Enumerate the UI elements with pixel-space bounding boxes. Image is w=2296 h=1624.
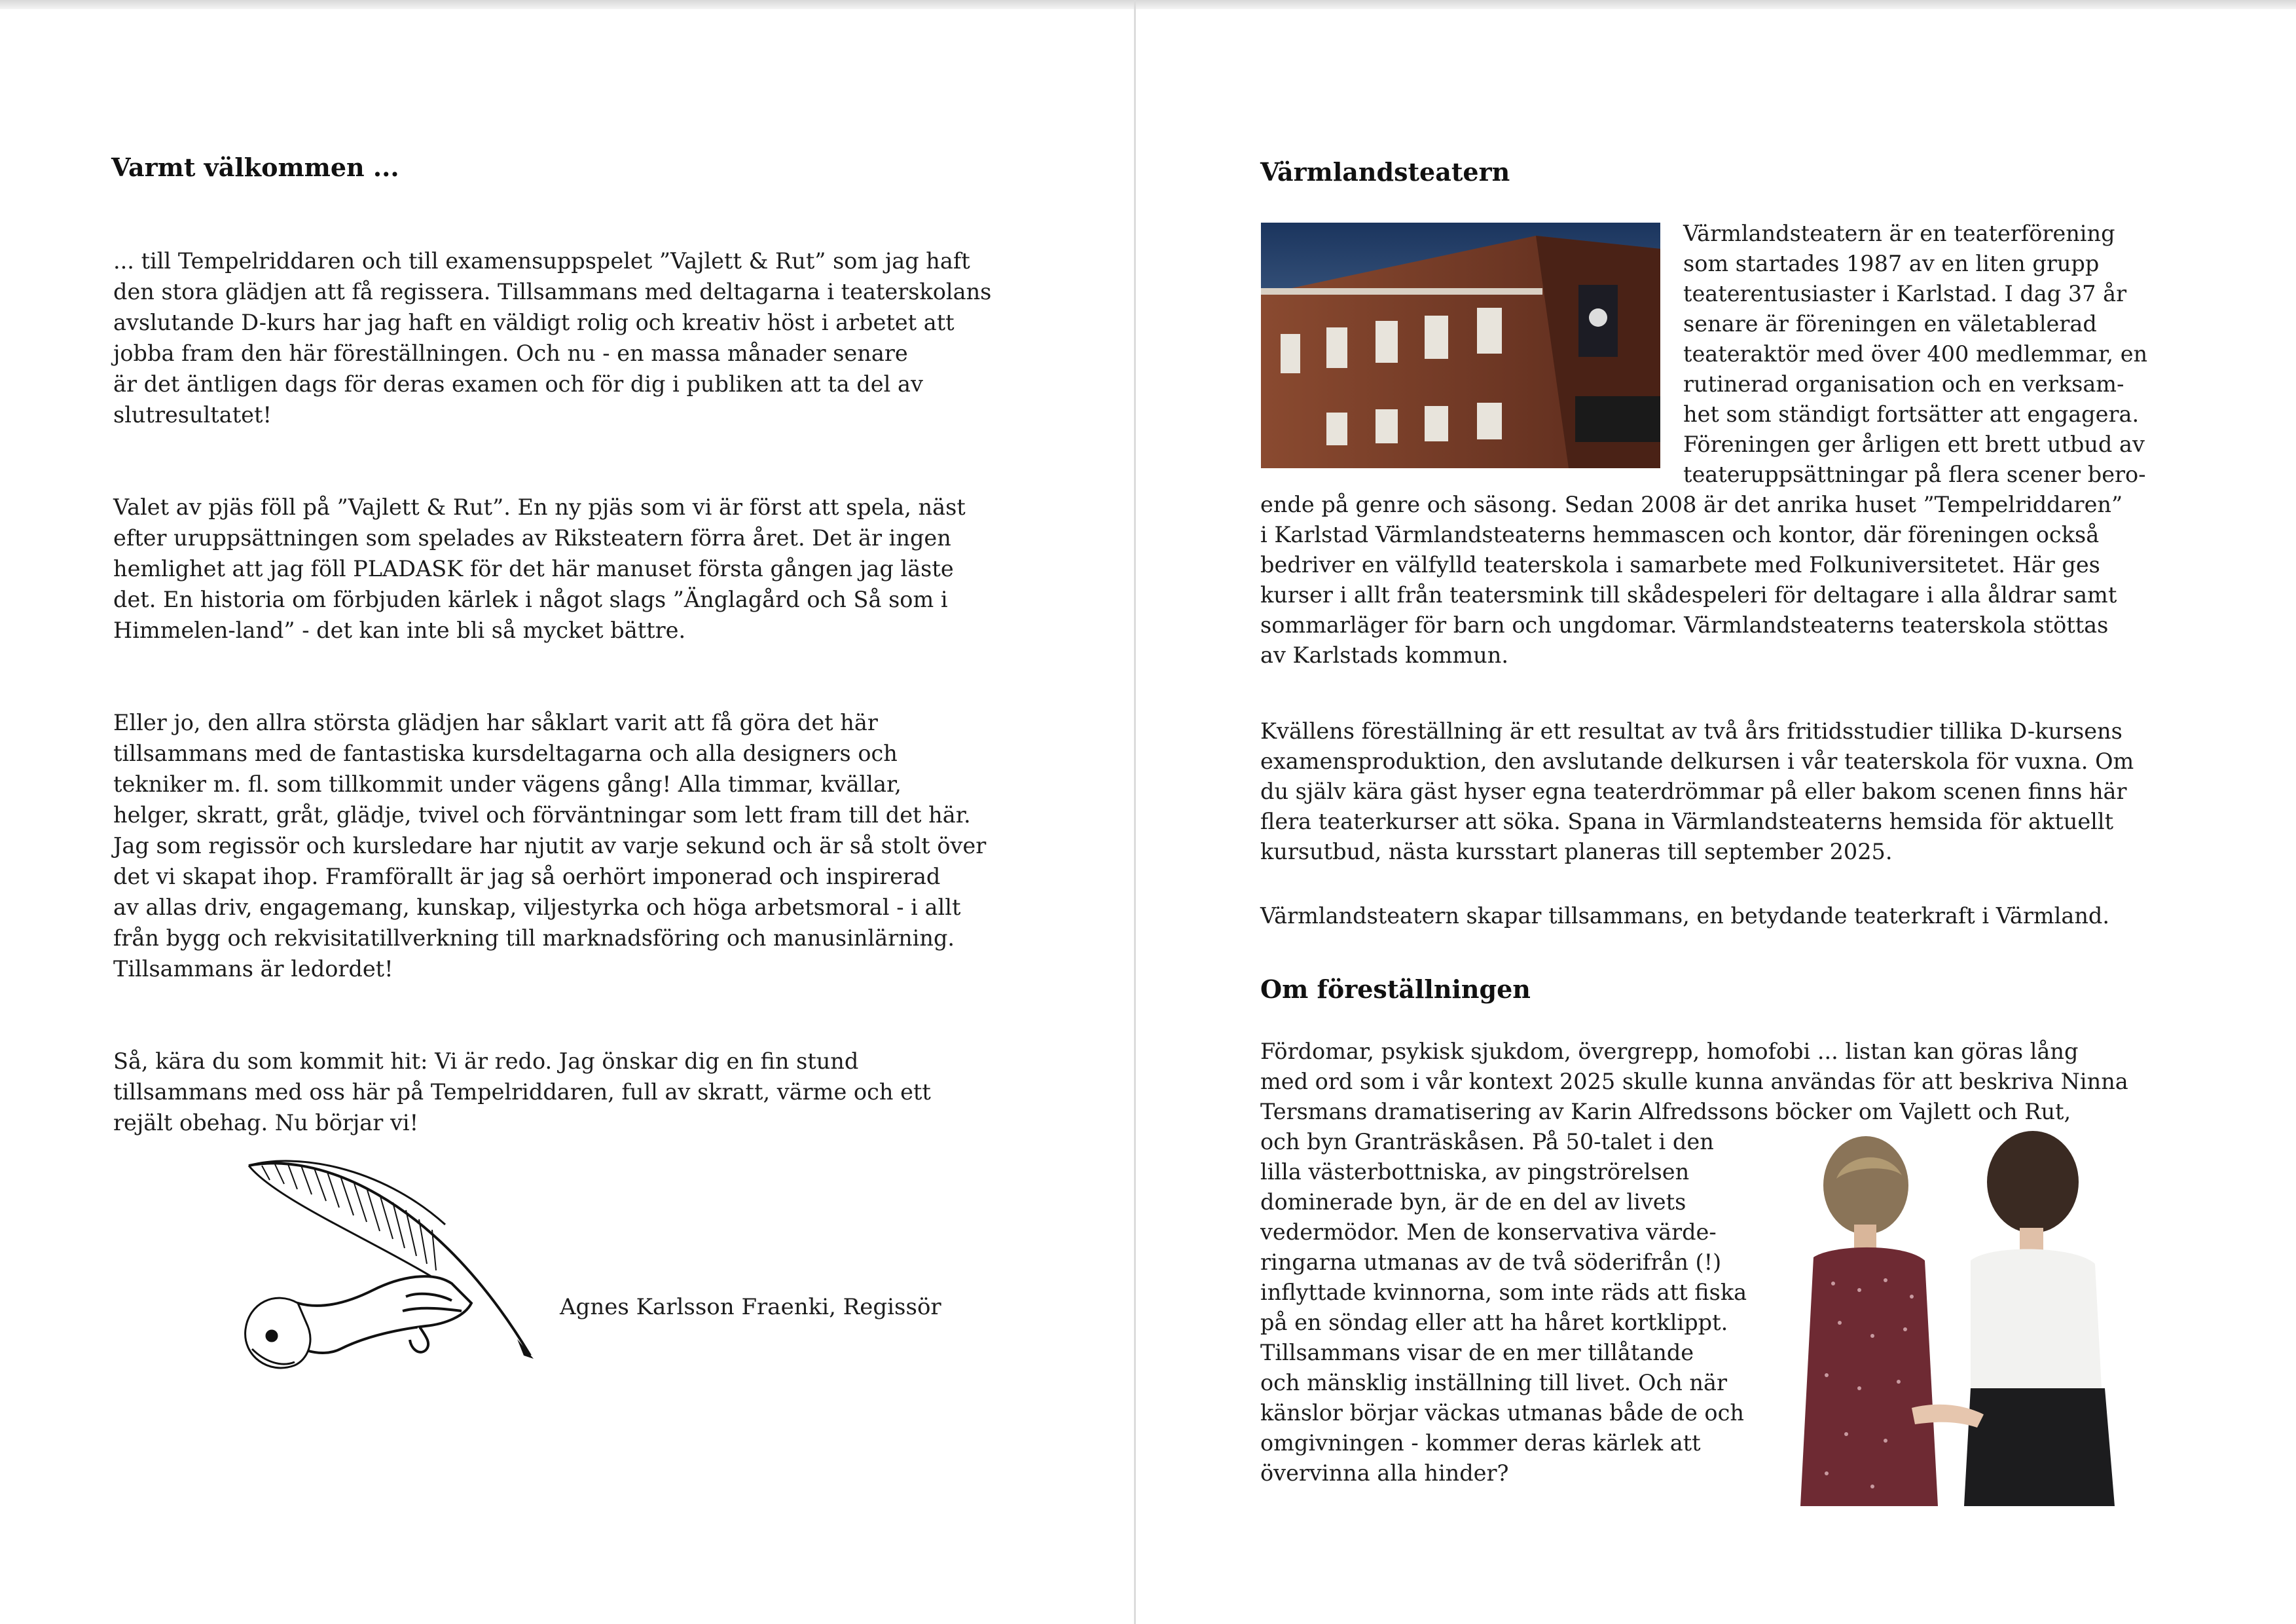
show-description-top: Fördomar, psykisk sjukdom, övergrepp, homofobi ... listan kan göras lång med ord som i vår kontext 2025 skulle kunna användas för att beskriva Ninna Tersmans dramatisering av Karin Alfredssons böcker om Vajlett och Rut, — [1260, 1039, 2128, 1124]
welcome-paragraph: Valet av pjäs föll på ”Vajlett & Rut”. En ny pjäs som vi är först att spela, näst efter uruppsättningen som spelades av Riksteatern förra året. Det är ingen hemlighet att jag föll PLADASK för det här manuset första gången jag läste det. En historia om förbjuden kärlek i något slags ”Änglagård och Så som i Himmelen-land” - det kan inte bli så mycket bättre. — [113, 494, 966, 643]
welcome-body — [113, 215, 1030, 1200]
welcome-paragraph: Eller jo, den allra största glädjen har såklart varit att få göra det här tillsammans med de fantastiska kursdeltagarna och alla designers och tekniker m. fl. som tillkommit under vägens gång! Alla timmar, kvällar, helger, skratt, gråt, glädje, tvivel och förväntningar som lett fram till det här. Jag som regissör och kursledare har njutit av varje sekund och är så stolt över det vi skapat ihop. Framförallt är jag så oerhört imponerad och inspirerad av allas driv, engagemang, kunskap, viljestyrka och höga arbetsmoral - i allt från bygg och rekvisitatillverkning till marknadsföring och manusinlärning. Tillsammans är ledordet! — [113, 710, 987, 982]
theatre-motto: Värmlandsteatern skapar tillsammans, en betydande teaterkraft i Värmland. — [1260, 903, 2109, 929]
left-page — [0, 0, 1134, 1624]
quill-hand-icon — [236, 1139, 543, 1382]
welcome-heading: Varmt välkommen ... — [111, 153, 399, 182]
course-paragraph: Kvällens föreställning är ett resultat av två års fritidsstudier tillika D-kursens examensproduktion, den avslutande delkursen i vår teaterskola för vuxna. Om du själv kära gäst hyser egna teaterdrömmar på eller bakom scenen finns här flera teaterkurser att söka. Spana in Värmlandsteaterns hemsida för aktuellt kursutbud, nästa kursstart planeras till september 2025. — [1260, 718, 2134, 864]
theatre-description-text: ende på genre och säsong. Sedan 2008 är det anrika huset ”Tempelriddaren” i Karlstad Värmlandsteaterns hemmascen och kontor, där föreningen också bedriver en välfylld teaterskola i samarbete med Folkuniversitetet. Här ges kurser i allt från teatersmink till skådespeleri för deltagare i alla åldrar samt sommarläger för barn och ungdomar. Värmlandsteaterns teaterskola stöttas av Karlstads kommun. — [1260, 492, 2123, 668]
show-description-side: och byn Granträskåsen. På 50-talet i den lilla västerbottniska, av pingströrelsen dominerade byn, är de en del av livets vedermödor. Men de konservativa värde- ringarna utmanas av de två söderifrån (!) inflyttade kvinnorna, som inte räds att fiska på en söndag eller att ha håret kortklippt. Tillsammans visar de en mer tillåtande och mänsklig inställning till livet. Och när känslor börjar väckas utmanas både de och omgivningen - kommer deras kärlek att övervinna alla hinder? — [1260, 1129, 1747, 1486]
show-heading: Om föreställningen — [1260, 974, 1531, 1004]
signature: Agnes Karlsson Fraenki, Regissör — [560, 1294, 941, 1320]
theatre-heading: Värmlandsteatern — [1260, 157, 1510, 187]
welcome-paragraph: Så, kära du som kommit hit: Vi är redo. Jag önskar dig en fin stund tillsammans med oss här på Tempelriddaren, full av skratt, värme och ett rejält obehag. Nu börjar vi! — [113, 1048, 931, 1135]
welcome-paragraph: ... till Tempelriddaren och till examensuppspelet ”Vajlett & Rut” som jag haft den stora glädjen att få regissera. Tillsammans med deltagarna i teaterskolans avslutande D-kurs har jag haft en väldigt rolig och kreativ höst i arbetet att jobba fram den här föreställningen. Och nu - en massa månader senare är det äntligen dags för deras examen och för dig i publiken att ta del av slutresultatet! — [113, 248, 992, 428]
theatre-building-photo — [1261, 223, 1660, 468]
right-page — [1136, 0, 2296, 1624]
theatre-intro-text: Värmlandsteatern är en teaterförening som startades 1987 av en liten grupp teaterentusiaster i Karlstad. I dag 37 år senare är föreningen en väletablerad teateraktör med över 400 medlemmar, en rutinerad organisation och en verksam- het som ständigt fortsätter att engagera. Föreningen ger årligen ett brett utbud av teateruppsättningar på flera scener bero- — [1683, 221, 2148, 487]
two-women-photo — [1774, 1126, 2128, 1506]
